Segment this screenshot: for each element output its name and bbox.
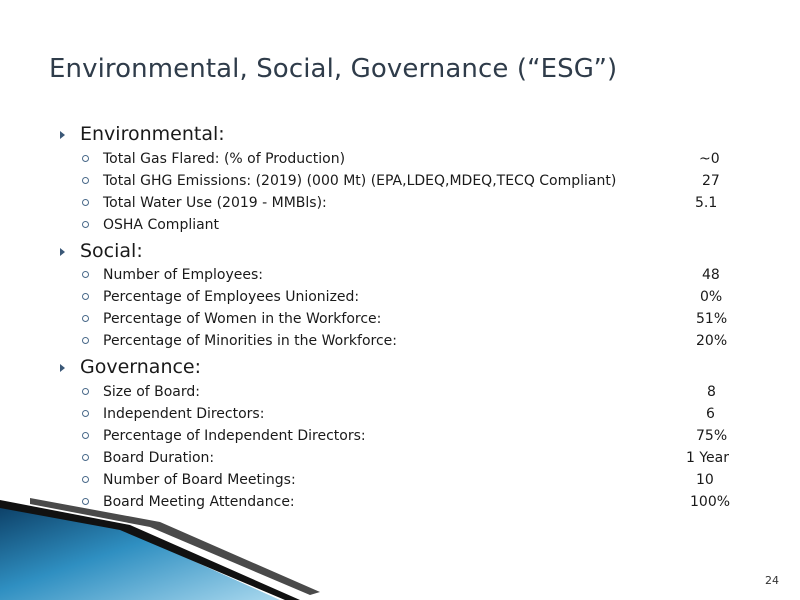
item-label: Total GHG Emissions: (2019) (000 Mt) (EPA,LDEQ,MDEQ,TECQ Compliant) (103, 173, 617, 189)
item-label: Board Meeting Attendance: (103, 494, 295, 510)
circle-bullet-icon (82, 199, 89, 206)
circle-bullet-icon (82, 432, 89, 439)
item-value: 100% (690, 494, 731, 510)
item-value: 27 (702, 173, 720, 189)
item-label: Total Gas Flared: (% of Production) (103, 151, 346, 167)
item-value: 6 (706, 406, 715, 422)
item-value: 1 Year (686, 450, 729, 466)
item-value: 51% (696, 311, 728, 327)
item-value: 75% (696, 428, 728, 444)
list-item (82, 267, 782, 287)
list-item (82, 428, 782, 448)
item-label: OSHA Compliant (103, 217, 220, 233)
list-item (82, 195, 782, 215)
item-value: 0% (700, 289, 723, 305)
item-label: Percentage of Minorities in the Workforce: (103, 333, 397, 349)
arrow-bullet-icon (60, 131, 65, 139)
item-label: Number of Employees: (103, 267, 263, 283)
item-label: Total Water Use (2019 - MMBls): (103, 195, 327, 211)
section-heading-label: Governance: (80, 356, 202, 378)
item-value: 5.1 (695, 195, 718, 211)
circle-bullet-icon (82, 498, 89, 505)
circle-bullet-icon (82, 454, 89, 461)
list-item (82, 151, 782, 171)
circle-bullet-icon (82, 410, 89, 417)
section-heading-label: Environmental: (80, 123, 225, 145)
arrow-bullet-icon (60, 364, 65, 372)
section-heading-label: Social: (80, 240, 143, 262)
list-item (82, 311, 782, 331)
circle-bullet-icon (82, 293, 89, 300)
item-label: Percentage of Employees Unionized: (103, 289, 360, 305)
list-item (82, 472, 782, 492)
list-item (82, 450, 782, 470)
item-label: Percentage of Independent Directors: (103, 428, 366, 444)
list-item (82, 333, 782, 353)
list-item (82, 384, 782, 404)
item-value: ~0 (699, 151, 720, 167)
list-item (82, 217, 782, 237)
item-value: 48 (702, 267, 720, 283)
arrow-bullet-icon (60, 248, 65, 256)
item-label: Board Duration: (103, 450, 215, 466)
list-item (82, 406, 782, 426)
item-value: 20% (696, 333, 728, 349)
list-item (82, 494, 782, 514)
circle-bullet-icon (82, 271, 89, 278)
section-heading-social (60, 240, 143, 262)
circle-bullet-icon (82, 177, 89, 184)
item-label: Size of Board: (103, 384, 200, 400)
slide-title: Environmental, Social, Governance (“ESG”) (49, 54, 618, 84)
page-number: 24 (765, 574, 779, 587)
section-heading-environmental (60, 123, 225, 145)
circle-bullet-icon (82, 155, 89, 162)
circle-bullet-icon (82, 221, 89, 228)
item-value: 8 (707, 384, 716, 400)
circle-bullet-icon (82, 315, 89, 322)
item-label: Percentage of Women in the Workforce: (103, 311, 382, 327)
list-item (82, 173, 782, 193)
item-label: Number of Board Meetings: (103, 472, 296, 488)
list-item (82, 289, 782, 309)
item-label: Independent Directors: (103, 406, 265, 422)
circle-bullet-icon (82, 337, 89, 344)
item-value: 10 (696, 472, 714, 488)
section-heading-governance (60, 356, 201, 378)
circle-bullet-icon (82, 476, 89, 483)
circle-bullet-icon (82, 388, 89, 395)
